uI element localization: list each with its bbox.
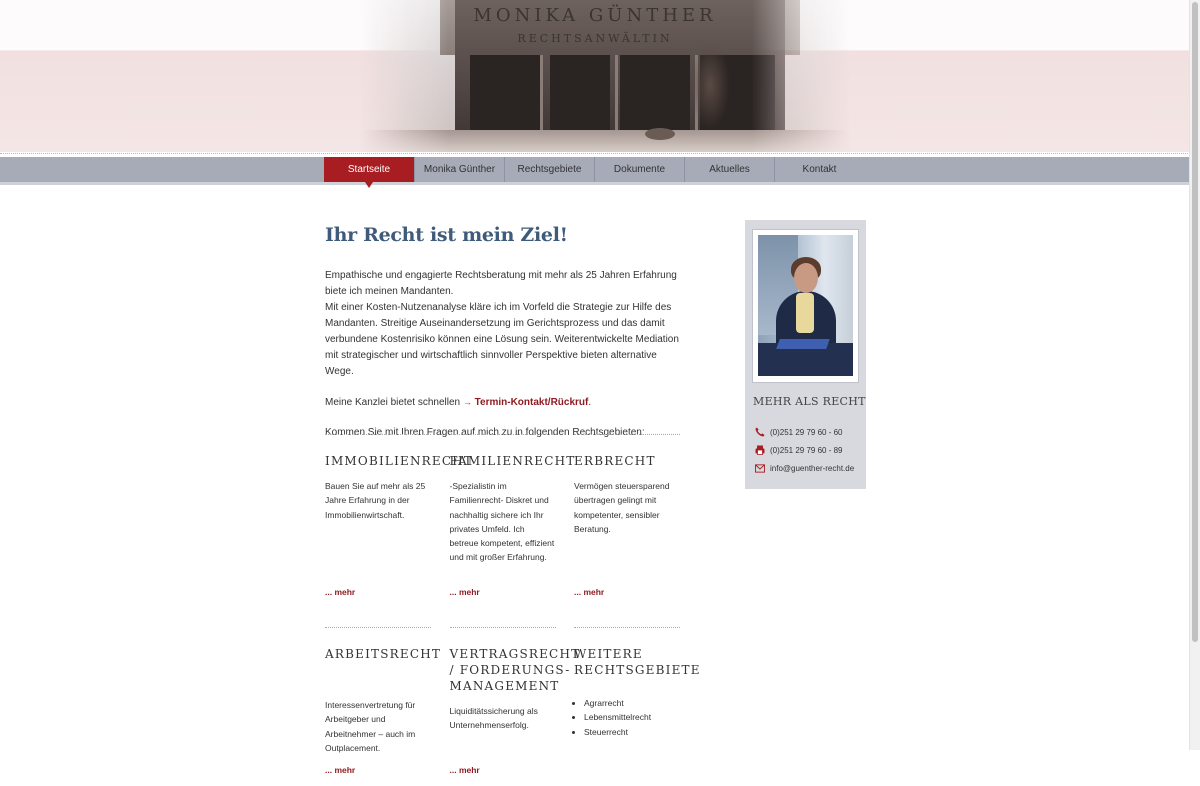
area-card-immobilienrecht	[325, 434, 474, 608]
contact-sidebar	[745, 220, 866, 489]
area-title-line: VERTRAGSRECHT	[449, 647, 581, 661]
intro-paragraph-2: Mit einer Kosten-Nutzenanalyse kläre ich im Vorfeld die Strategie zur Hilfe des Mandanten. Streitige Auseinandersetzung im Gerichtsprozess und das damit verbundene Kostenrisiko können eine Lösung sein. Weiterentwickelte Mediation mit strategischer und wirtschaftlich sinnvoller Perspektive bieten alternative Wege.	[325, 302, 679, 377]
intro-paragraph-1: Empathische und engagierte Rechtsberatung mit mehr als 25 Jahren Erfahrung biete ich meinen Mandanten.	[325, 270, 677, 297]
page-scrollbar[interactable]	[1189, 0, 1200, 750]
page-headline: Ihr Recht ist mein Ziel!	[325, 224, 568, 246]
site-subtitle: RECHTSANWÄLTIN	[517, 32, 673, 45]
list-item[interactable]: • Lebensmittelrecht	[584, 710, 680, 724]
site-header	[0, 0, 1190, 152]
site-title[interactable]: MONIKA GÜNTHER	[473, 5, 717, 26]
main-content	[325, 222, 680, 455]
cta-prefix: Meine Kanzlei bietet schnellen	[325, 397, 461, 408]
fax-number: (0)251 29 79 60 - 89	[770, 445, 843, 455]
main-nav	[324, 157, 864, 182]
practice-areas-grid	[325, 434, 701, 786]
weitere-list	[574, 696, 680, 739]
nav-item-rechtsgebiete[interactable]: Rechtsgebiete	[504, 157, 594, 182]
area-card-arbeitsrecht	[325, 627, 442, 786]
area-title[interactable]: FAMILIENRECHT	[449, 454, 576, 468]
area-title-line: RECHTSGEBIETE	[574, 663, 701, 677]
arrow-right-icon: →	[462, 397, 472, 407]
portrait-photo	[752, 229, 859, 383]
nav-underline	[0, 182, 1190, 185]
cta-paragraph	[325, 394, 680, 411]
area-card-vertragsrecht	[449, 627, 581, 786]
area-card-weitere-rechtsgebiete	[574, 627, 701, 786]
area-description: Liquiditätssicherung als Unternehmenserfolg.	[449, 706, 538, 731]
area-title[interactable]: IMMOBILIENRECHT	[325, 454, 474, 468]
more-link[interactable]: ... mehr	[325, 765, 356, 775]
area-card-familienrecht	[449, 434, 576, 608]
email-link[interactable]: info@guenther-recht.de	[770, 463, 855, 473]
list-item[interactable]: • Agrarrecht	[584, 696, 680, 710]
area-title[interactable]	[574, 646, 701, 678]
area-description: Bauen Sie auf mehr als 25 Jahre Erfahrung in der Immobilienwirtschaft.	[325, 481, 426, 520]
phone-row[interactable]	[755, 427, 843, 437]
more-link[interactable]: ... mehr	[449, 587, 480, 597]
more-link[interactable]: ... mehr	[449, 765, 480, 775]
email-row[interactable]	[755, 463, 854, 473]
nav-item-dokumente[interactable]: Dokumente	[594, 157, 684, 182]
scrollbar-thumb[interactable]	[1192, 2, 1198, 642]
termin-kontakt-link[interactable]: Termin-Kontakt/Rückruf	[474, 397, 589, 408]
area-description: Interessenvertretung für Arbeitgeber und Arbeitnehmer – auch im Outplacement.	[325, 700, 416, 753]
areas-intro: Kommen Sie mit Ihren Fragen auf mich zu in folgenden Rechtsgebieten:	[325, 427, 645, 438]
phone-icon	[755, 427, 765, 437]
area-card-erbrecht	[574, 434, 680, 608]
nav-divider	[0, 153, 1190, 154]
nav-item-startseite[interactable]: Startseite	[324, 157, 414, 182]
nav-item-aktuelles[interactable]: Aktuelles	[684, 157, 774, 182]
intro-text	[325, 268, 680, 380]
area-title[interactable]: ARBEITSRECHT	[325, 647, 442, 661]
area-description: Vermögen steuersparend übertragen gelingt mit kompetenter, sensibler Beratung.	[574, 481, 670, 534]
sidebar-title: MEHR ALS RECHT	[753, 395, 866, 408]
phone-number[interactable]: (0)251 29 79 60 - 60	[770, 427, 843, 437]
more-link[interactable]: ... mehr	[325, 587, 356, 597]
area-title-line: / FORDERUNGS-	[449, 663, 571, 677]
fax-icon	[755, 445, 765, 455]
area-description: -Spezialistin im Familienrecht- Diskret und nachhaltig sichere ich Ihr privates Umfeld. Ich betreue kompetent, effizient und mit großer Erfahrung.	[449, 481, 555, 563]
more-link[interactable]: ... mehr	[574, 587, 605, 597]
area-title-line: WEITERE	[574, 647, 643, 661]
mail-icon	[755, 463, 765, 473]
nav-item-monika-guenther[interactable]: Monika Günther	[414, 157, 504, 182]
area-title[interactable]	[449, 646, 581, 694]
cta-suffix: .	[588, 397, 592, 408]
nav-item-kontakt[interactable]: Kontakt	[774, 157, 864, 182]
area-title[interactable]: ERBRECHT	[574, 454, 656, 468]
list-item[interactable]: • Steuerrecht	[584, 725, 680, 739]
area-title-line: MANAGEMENT	[449, 679, 560, 693]
fax-row	[755, 445, 843, 455]
